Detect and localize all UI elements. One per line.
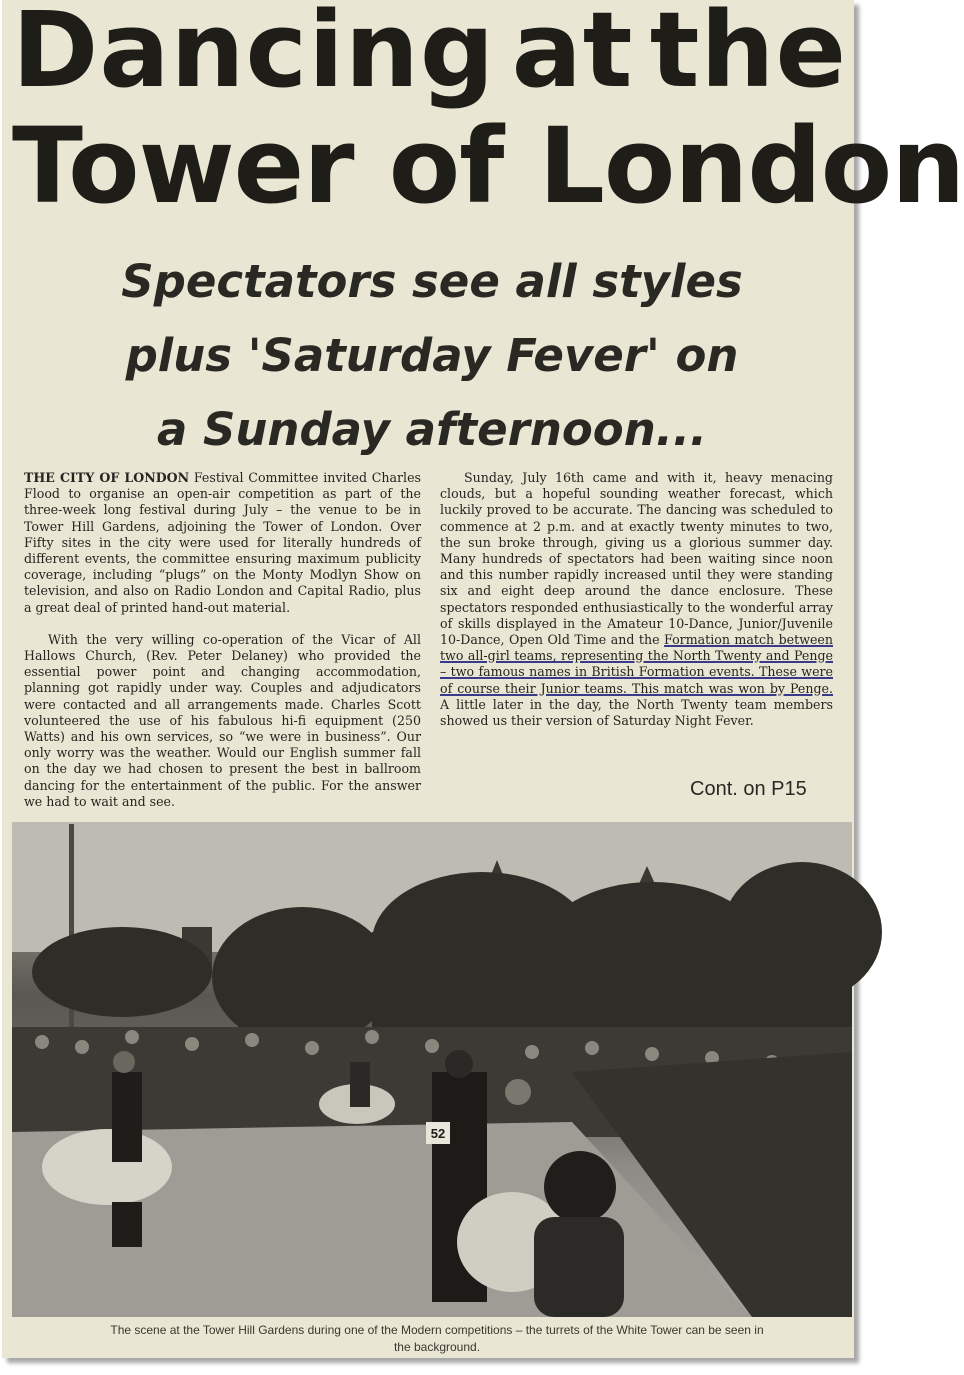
subhead-line-1: Spectators see all styles: [121, 255, 743, 308]
article-lead-in: THE CITY OF LONDON: [24, 470, 190, 485]
headline-word-1: Dancing: [12, 0, 496, 111]
article-paragraph: [440, 470, 833, 729]
photo-caption: The scene at the Tower Hill Gardens during one of the Modern competitions – the turrets of the White Tower can be seen in the background.: [110, 1323, 764, 1354]
article-text: Sunday, July 16th came and with it, heavy menacing clouds, but a hopeful sounding weather forecast, which luckily proved to be accurate. The dancing was scheduled to commence at 2 p.m. and at exactly twenty minutes to two, the sun broke through, giving us a glorious summer day. Many hundreds of spectators had been waiting since noon and this number rapidly increased until they were standing six and eight deep around the dance enclosure. These spectators responded enthusiastically to the wonderful array of skills displayed in the Amateur 10-Dance, Junior/Juvenile 10-Dance, Open Old Time and the: [440, 470, 833, 648]
continued-note: Cont. on P15: [690, 778, 807, 800]
headline: [12, 0, 964, 227]
foreground-spectator: [534, 1151, 624, 1317]
underlined-passage: Formation match between two all-girl teams, representing the North Twenty and Penge – two famous names in British Formation events. These were of course their Junior teams. This match was won by Penge.: [440, 632, 833, 696]
headline-word-3: the: [649, 0, 847, 111]
headline-line-2: Tower of London: [12, 105, 964, 227]
article-text: A little later in the day, the North Twenty team members showed us their version of Saturday Night Fever.: [440, 696, 833, 729]
subhead-line-2: plus 'Saturday Fever' on: [125, 329, 739, 382]
subheadline: [62, 245, 802, 467]
headline-word-2: at: [511, 0, 634, 111]
newspaper-clipping: [2, 0, 964, 1358]
flagpole: [69, 824, 74, 1044]
competitor-number: 52: [430, 1126, 446, 1141]
dance-photo: [12, 822, 852, 1317]
article-right-column: [440, 470, 833, 745]
photo-illustration: [12, 822, 852, 1317]
article-text: Festival Committee invited Charles Flood to organise an open-air competition as part of the three-week long festival during July – the venue to be in Tower Hill Gardens, adjoining the Tower of London. Over Fifty sites in the city were used for literally hundreds of different events, the committee ensuring maximum publicity coverage, including “plugs” on the Monty Modlyn Show on television, and also on Radio London and Capital Radio, plus a great deal of printed hand-out material.: [24, 470, 422, 615]
article-left-column: [24, 470, 421, 826]
article-paragraph: With the very willing co-operation of the Vicar of All Hallows Church, (Rev. Peter Delaney) who provided the essential power point and changing accommodation, planning got rapidly under way. Couples and adjudicators were contacted and all arrangements made. Charles Scott volunteered the use of his fabulous hi-fi equipment (250 Watts) and his own services, so “we were in business”. Our only worry was the weather. Would our English summer fall on the day we had chosen to present the best in ballroom dancing for the entertainment of the public. For the answer we had to wait and see.: [24, 631, 421, 809]
article-paragraph: [24, 470, 421, 616]
subhead-line-3: a Sunday afternoon...: [156, 403, 708, 456]
